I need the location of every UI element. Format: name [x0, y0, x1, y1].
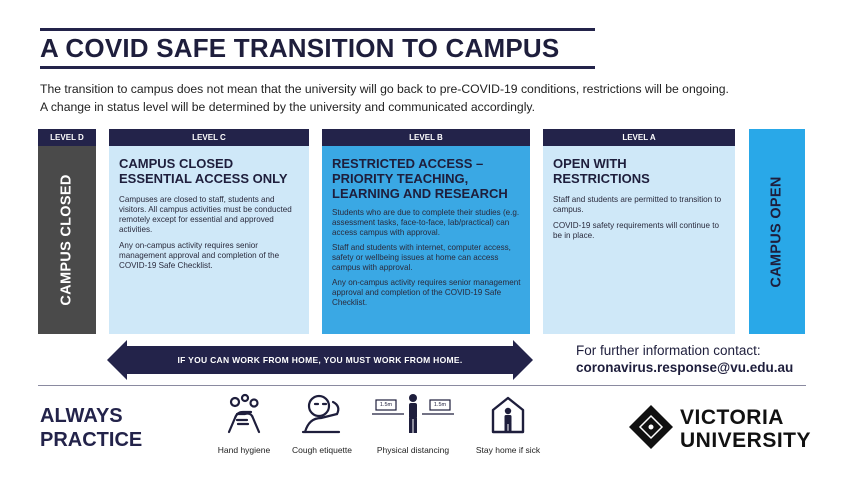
title-rule-top	[40, 28, 595, 31]
level-d-header: LEVEL D	[38, 129, 96, 146]
level-a-panel	[543, 146, 735, 334]
vu-logo-line: UNIVERSITY	[680, 429, 812, 452]
cough-etiquette-icon	[299, 392, 345, 436]
level-b-title-line: LEARNING AND RESEARCH	[332, 186, 508, 201]
work-from-home-text: IF YOU CAN WORK FROM HOME, YOU MUST WORK FROM HOME.	[177, 355, 463, 365]
level-a-header: LEVEL A	[543, 129, 735, 146]
vu-logo-line: VICTORIA	[680, 406, 784, 429]
campus-open-label: CAMPUS OPEN	[769, 175, 786, 288]
practice-cough-etiquette	[287, 392, 357, 455]
level-b-paragraph: Staff and students with internet, computer access, safety or wellbeing issues at home can access campus with approval.	[332, 243, 511, 272]
intro-line-1: The transition to campus does not mean that the university will go back to pre-COVID-19 conditions, restrictions will be ongoing.	[40, 82, 729, 96]
level-b-panel	[322, 146, 530, 334]
level-b-title	[332, 156, 521, 201]
hand-hygiene-icon	[221, 392, 267, 436]
level-c-panel	[109, 146, 309, 334]
level-a-title	[553, 156, 726, 186]
level-c-title-line: ESSENTIAL ACCESS ONLY	[119, 171, 288, 186]
practice-label: Physical distancing	[376, 445, 450, 455]
campus-closed-label: CAMPUS CLOSED	[59, 174, 75, 306]
level-a-title-line: OPEN WITH	[553, 156, 627, 171]
practice-line: PRACTICE	[40, 429, 143, 451]
practice-label: Cough etiquette	[291, 445, 353, 455]
page-title: A COVID SAFE TRANSITION TO CAMPUS	[40, 33, 560, 63]
level-c-paragraph: Any on-campus activity requires senior management approval and completion of the COVID-19 Safe Checklist.	[119, 241, 280, 270]
physical-distancing-icon	[370, 392, 456, 436]
footer-divider	[38, 385, 806, 386]
distance-label-left: 1.5m	[379, 402, 393, 408]
campus-open-panel	[749, 129, 805, 334]
always-line: ALWAYS	[40, 405, 123, 427]
distance-label-right: 1.5m	[433, 402, 447, 408]
practice-physical-distancing	[370, 392, 456, 455]
level-a-title-line: RESTRICTIONS	[553, 171, 650, 186]
level-a-paragraph: Staff and students are permitted to transition to campus.	[553, 195, 722, 214]
practice-label: Hand hygiene	[217, 445, 271, 455]
contact-email[interactable]: coronavirus.response@vu.edu.au	[576, 360, 794, 375]
level-c-header: LEVEL C	[109, 129, 309, 146]
level-c-title	[119, 156, 300, 186]
level-b-paragraph: Students who are due to complete their studies (e.g. assessment tasks, face-to-face, lab/practical) can access campus with approval.	[332, 208, 520, 237]
vu-logo-mark-icon	[628, 404, 674, 450]
level-b-header: LEVEL B	[322, 129, 530, 146]
title-rule-bottom	[40, 66, 595, 69]
level-c-paragraph: Campuses are closed to staff, students and visitors. All campus activities must be conducted remotely except for essential and approved activities.	[119, 195, 292, 234]
level-b-title-line: RESTRICTED ACCESS –	[332, 156, 484, 171]
practice-label: Stay home if sick	[475, 445, 541, 455]
level-c-title-line: CAMPUS CLOSED	[119, 156, 234, 171]
level-d-panel	[38, 146, 96, 334]
practice-hand-hygiene	[209, 392, 279, 455]
level-b-title-line: PRIORITY TEACHING,	[332, 171, 469, 186]
vu-logo-wordmark	[680, 406, 811, 452]
intro-line-2: A change in status level will be determined by the university and communicated accordingly.	[40, 100, 535, 114]
stay-home-icon	[485, 392, 531, 436]
contact-label: For further information contact:	[576, 343, 761, 358]
always-practice-heading	[40, 404, 142, 452]
level-b-paragraph: Any on-campus activity requires senior management approval and completion of the COVID-19 Safe Checklist.	[332, 278, 521, 307]
level-a-paragraph: COVID-19 safety requirements will continue to be in place.	[553, 221, 719, 240]
practice-stay-home	[470, 392, 546, 455]
